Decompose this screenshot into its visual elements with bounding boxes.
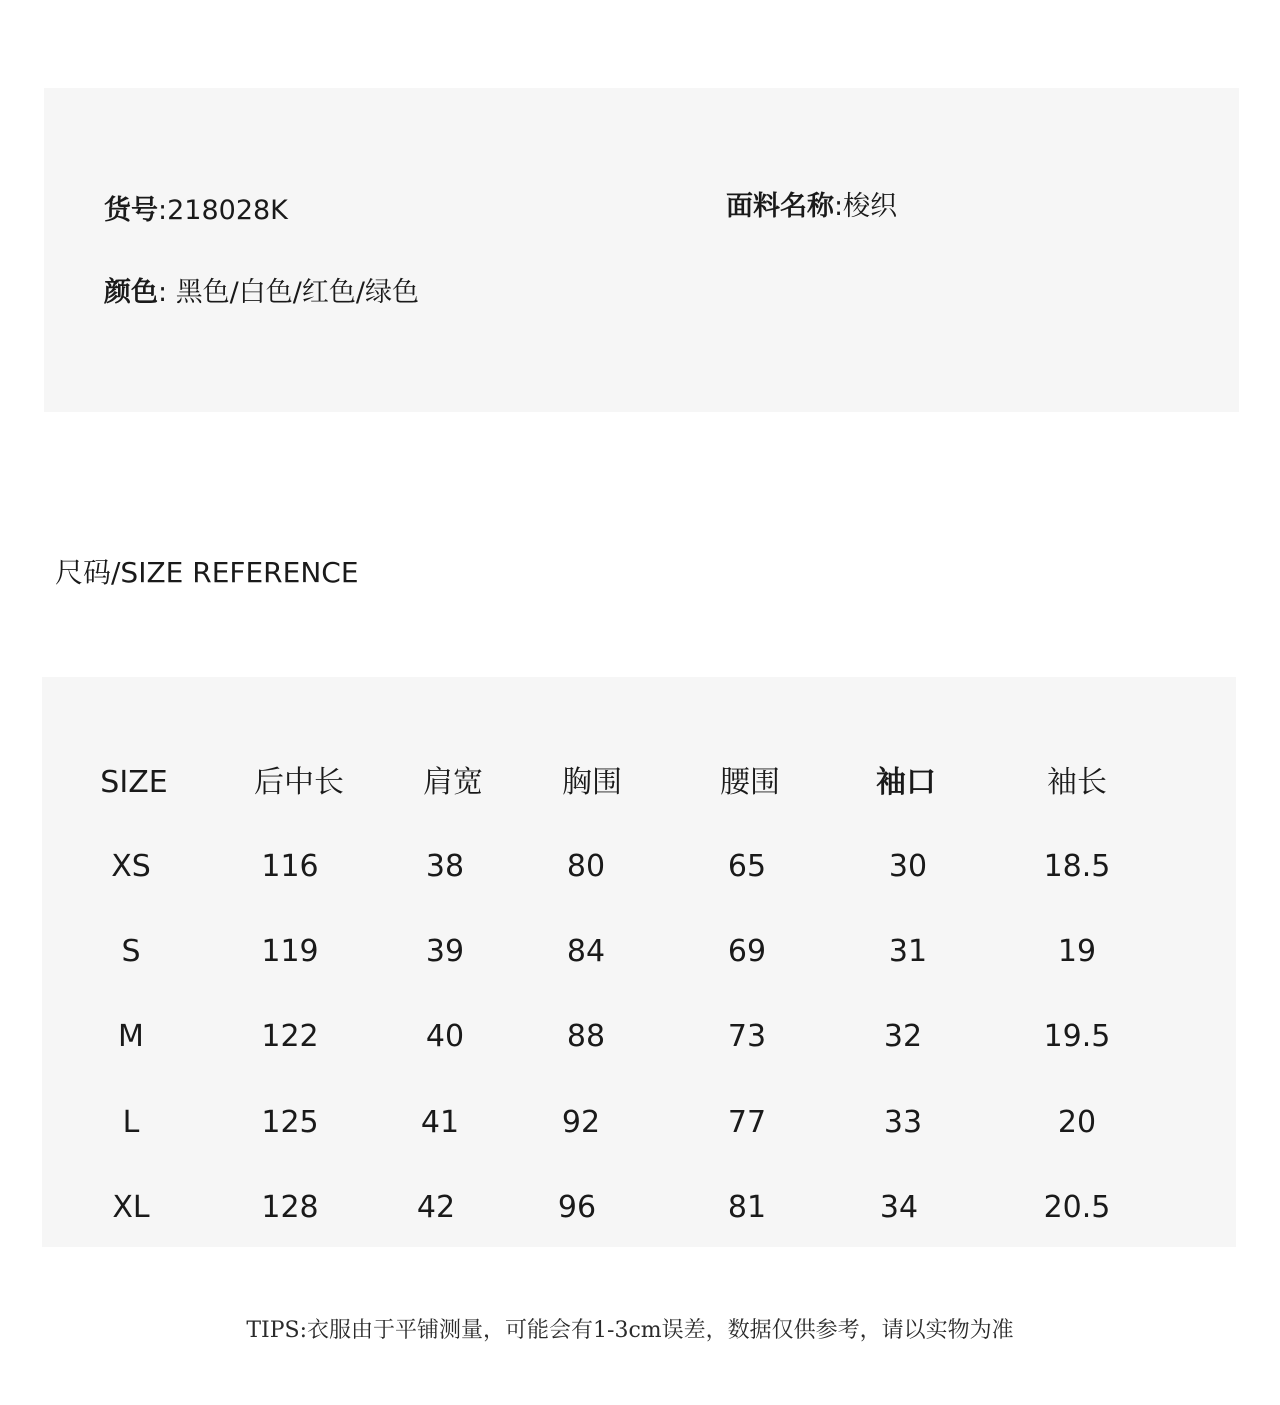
table-cell: 122: [261, 1019, 319, 1054]
table-cell: 34: [879, 1190, 919, 1225]
table-cell: 19.5: [1043, 1019, 1111, 1054]
table-header-cell: 袖长: [1047, 765, 1107, 800]
table-cell: 81: [727, 1190, 767, 1225]
table-cell: 84: [566, 934, 606, 969]
table-cell: 69: [727, 934, 767, 969]
table-cell: 40: [425, 1019, 465, 1054]
table-cell: 42: [416, 1190, 456, 1225]
table-cell: 18.5: [1043, 849, 1111, 884]
table-cell: XS: [111, 849, 151, 884]
fabric-label: 面料名称: [726, 191, 834, 222]
table-cell: 38: [425, 849, 465, 884]
table-cell: 33: [883, 1105, 923, 1140]
color-label: 颜色: [104, 277, 158, 308]
product-info-panel: [44, 88, 1239, 412]
table-cell: 31: [888, 934, 928, 969]
fabric-line: [726, 190, 897, 224]
table-cell: 20: [1057, 1105, 1097, 1140]
item-number-line: [104, 194, 288, 228]
color-separator: :: [158, 277, 176, 308]
item-number-separator: :: [158, 195, 168, 226]
table-cell: 88: [566, 1019, 606, 1054]
table-cell: 30: [888, 849, 928, 884]
tips-note: TIPS:衣服由于平铺测量，可能会有1-3cm误差，数据仅供参考，请以实物为准: [246, 1318, 1014, 1343]
color-line: [104, 276, 419, 310]
table-cell: 41: [420, 1105, 460, 1140]
color-value: 黑色/白色/红色/绿色: [175, 277, 419, 308]
table-cell: 125: [261, 1105, 319, 1140]
table-cell: 20.5: [1043, 1190, 1111, 1225]
table-cell: 19: [1057, 934, 1097, 969]
table-cell: 39: [425, 934, 465, 969]
table-header-cell: 肩宽: [423, 765, 483, 800]
fabric-value: 梭织: [843, 191, 898, 222]
table-header-cell: 胸围: [562, 765, 622, 800]
table-cell: XL: [112, 1190, 150, 1225]
fabric-separator: :: [834, 191, 844, 222]
table-header-cell: 袖口: [876, 765, 936, 800]
table-cell: 80: [566, 849, 606, 884]
table-cell: 96: [557, 1190, 597, 1225]
table-cell: 32: [883, 1019, 923, 1054]
table-cell: 73: [727, 1019, 767, 1054]
table-cell: 65: [727, 849, 767, 884]
item-number-value: 218028K: [167, 195, 288, 226]
table-cell: 77: [727, 1105, 767, 1140]
table-cell: S: [121, 934, 141, 969]
table-header-cell: SIZE: [100, 765, 168, 800]
item-number-label: 货号: [104, 195, 158, 226]
table-cell: 116: [261, 849, 319, 884]
table-cell: L: [122, 1105, 140, 1140]
table-header-cell: 后中长: [254, 765, 344, 800]
size-reference-title: 尺码/SIZE REFERENCE: [55, 556, 359, 589]
table-header-cell: 腰围: [720, 765, 780, 800]
size-table: [42, 677, 1236, 1247]
table-cell: M: [118, 1019, 144, 1054]
table-cell: 119: [261, 934, 319, 969]
table-cell: 92: [561, 1105, 601, 1140]
table-cell: 128: [261, 1190, 319, 1225]
